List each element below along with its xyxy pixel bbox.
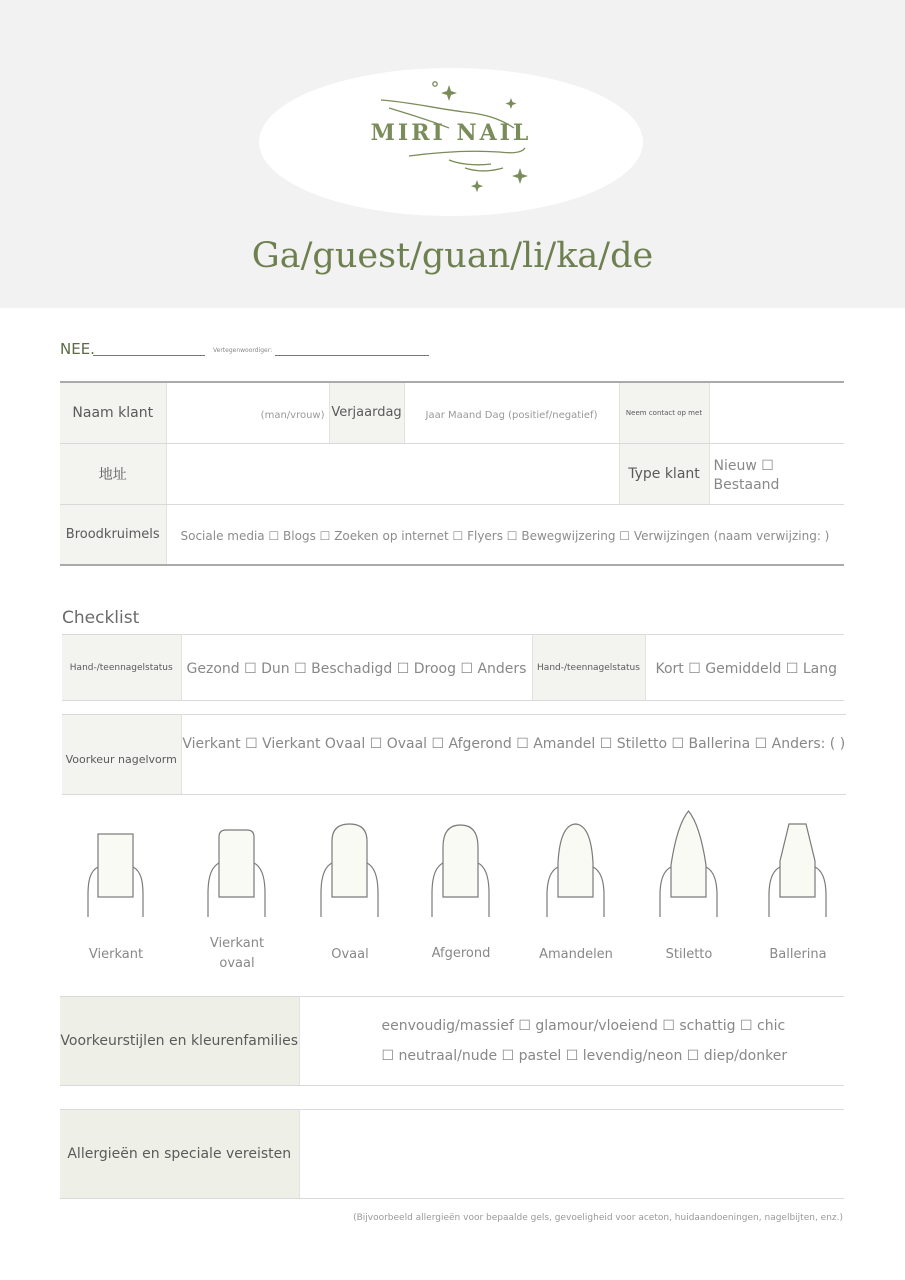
nee-label: NEE. (60, 340, 95, 358)
styles-label: Voorkeurstijlen en kleurenfamilies (60, 997, 299, 1086)
address-label: 地址 (60, 443, 166, 504)
styles-options-line1: eenvoudig/massief ☐ glamour/vloeiend ☐ schattig ☐ chic (381, 1018, 786, 1034)
logo-text: MIRI NAIL (370, 120, 532, 146)
allergies-note: (Bijvoorbeeld allergieën voor bepaalde gels, gevoeligheid voor aceton, huidaandoeningen, nagelbijten, enz.) (353, 1213, 843, 1223)
nail-status-label-1: Hand-/teennagelstatus (62, 635, 181, 701)
nee-field[interactable] (93, 355, 205, 356)
styles-field[interactable] (299, 997, 844, 1086)
birthday-label: Verjaardag (329, 382, 404, 443)
shape-pref-table (62, 714, 846, 795)
nail-shape-label: Ballerina (769, 947, 827, 962)
nail-squoval-icon (181, 805, 293, 925)
address-field[interactable] (166, 443, 619, 504)
client-info-table (60, 381, 844, 566)
breadcrumbs-field[interactable] (166, 504, 844, 565)
birthday-hint: Jaar Maand Dag (positief/negatief) (425, 410, 598, 422)
birthday-field[interactable] (404, 382, 619, 443)
nail-status-table (62, 634, 844, 701)
nail-shape-round (405, 805, 517, 985)
shape-pref-field[interactable] (181, 715, 846, 795)
name-hint: (man/vrouw) (260, 410, 325, 422)
header-band (0, 0, 905, 308)
name-field[interactable] (166, 382, 329, 443)
nail-round-icon (405, 805, 517, 925)
contact-label: Neem contact op met (619, 382, 709, 443)
nail-status-label-2: Hand-/teennagelstatus (532, 635, 645, 701)
nail-status-field-1[interactable] (181, 635, 532, 701)
client-type-options: Nieuw ☐ Bestaand (713, 457, 780, 493)
nail-shape-label: Ovaal (331, 947, 369, 962)
nail-status-field-2[interactable] (645, 635, 844, 701)
shape-pref-label: Voorkeur nagelvorm (62, 715, 181, 795)
nail-shapes (60, 805, 844, 985)
shape-pref-options: Vierkant ☐ Vierkant Ovaal ☐ Ovaal ☐ Afgerond ☐ Amandel ☐ Stiletto ☐ Ballerina ☐ Anders: ( ) (182, 736, 846, 752)
nail-square-icon (60, 805, 172, 925)
logo (259, 68, 643, 216)
nail-shape-label: Vierkant (209, 936, 265, 951)
nail-status-options-1: Gezond ☐ Dun ☐ Beschadigd ☐ Droog ☐ Anders (186, 661, 527, 677)
nail-oval-icon (294, 805, 406, 925)
nail-shape-label-line2: ovaal (219, 956, 255, 971)
nail-shape-square (60, 805, 172, 985)
nail-shape-label: Stiletto (665, 947, 713, 962)
nail-stiletto-icon (633, 805, 745, 925)
nail-shape-squoval (181, 805, 293, 985)
nail-shape-stiletto (633, 805, 745, 985)
nail-shape-label: Afgerond (431, 946, 491, 961)
representative-label: Vertegenwoordiger: (213, 347, 273, 354)
nail-shape-oval (294, 805, 406, 985)
page-title: Ga/guest/guan/li/ka/de (251, 236, 654, 276)
nail-shape-almond (520, 805, 632, 985)
client-type-label: Type klant (619, 443, 709, 504)
name-label: Naam klant (60, 382, 166, 443)
allergies-label: Allergieën en speciale vereisten (60, 1110, 299, 1199)
nail-status-options-2: Kort ☐ Gemiddeld ☐ Lang (655, 661, 837, 677)
nail-ballerina-icon (742, 805, 854, 925)
styles-table (60, 996, 844, 1086)
breadcrumbs-options: Sociale media ☐ Blogs ☐ Zoeken op internet ☐ Flyers ☐ Bewegwijzering ☐ Verwijzingen (naam verwijzing: ) (180, 528, 830, 543)
checklist-heading: Checklist (62, 608, 140, 628)
representative-field[interactable] (275, 355, 429, 356)
breadcrumbs-label: Broodkruimels (60, 504, 166, 565)
allergies-table (60, 1109, 844, 1199)
contact-field[interactable] (709, 382, 844, 443)
client-type-field[interactable] (709, 443, 844, 504)
nail-almond-icon (520, 805, 632, 925)
nail-shape-label: Vierkant (88, 947, 144, 962)
nail-shape-label: Amandelen (539, 947, 613, 962)
allergies-field[interactable] (299, 1110, 844, 1199)
nail-shape-ballerina (742, 805, 854, 985)
styles-options-line2: ☐ neutraal/nude ☐ pastel ☐ levendig/neon ☐ diep/donker (381, 1048, 788, 1064)
